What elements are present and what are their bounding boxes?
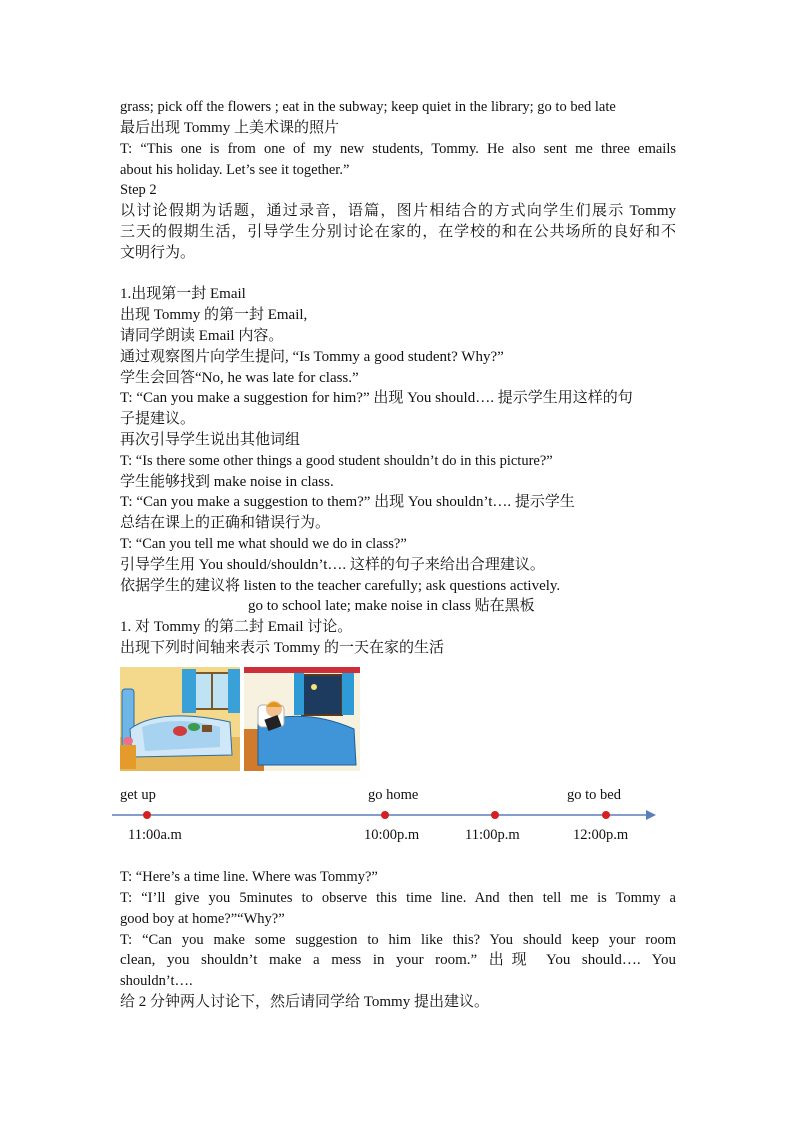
timeline-dot [602, 811, 610, 819]
boy-reading-in-bed-illustration [244, 667, 360, 771]
timeline-dot [381, 811, 389, 819]
text-line: 总结在课上的正确和错误行为。 [120, 515, 331, 531]
timeline-event-label: go home [368, 787, 419, 803]
illustration-row [120, 667, 360, 773]
text-line: T: “Can you make some suggestion to him like this? You should keep your room [120, 932, 676, 948]
timeline-time-label: 11:00a.m [128, 827, 182, 843]
timeline-dot [491, 811, 499, 819]
text-line: 文明行为。 [120, 245, 196, 261]
text-line: 给 2 分钟两人讨论下，然后请同学给 Tommy 提出建议。 [120, 994, 489, 1010]
timeline-time-label: 12:00p.m [573, 827, 629, 843]
text-line: T: “This one is from one of my new students, Tommy. He also sent me three emails [120, 141, 676, 157]
timeline-time-label: 11:00p.m [465, 827, 520, 843]
timeline-event-label: get up [120, 787, 156, 803]
text-line: about his holiday. Let’s see it together.” [120, 162, 350, 178]
timeline [110, 785, 670, 845]
timeline-dot [143, 811, 151, 819]
text-line: 通过观察图片向学生提问, “Is Tommy a good student? Why?” [120, 349, 504, 365]
text-line: 引导学生用 You should/shouldn’t…. 这样的句子来给出合理建议。 [120, 557, 545, 573]
text-line: 三天的假期生活，引导学生分别讨论在家的，在学校的和在公共场所的良好和不 [120, 224, 676, 240]
text-line: T: “I’ll give you 5minutes to observe this time line. And then tell me is Tommy a [120, 890, 676, 906]
text-line: 依据学生的建议将 listen to the teacher carefully; ask questions actively. [120, 578, 561, 594]
text-line: grass; pick off the flowers ; eat in the subway; keep quiet in the library; go to bed late [120, 99, 616, 115]
text-line: 子提建议。 [120, 411, 196, 427]
text-line: 以讨论假期为话题，通过录音，语篇，图片相结合的方式向学生们展示 Tommy [120, 203, 676, 219]
text-line: T: “Can you make a suggestion for him?” 出现 You should…. 提示学生用这样的句 [120, 390, 633, 406]
timeline-event-label: go to bed [567, 787, 621, 803]
text-line: good boy at home?”“Why?” [120, 911, 285, 927]
text-line: 最后出现 Tommy 上美术课的照片 [120, 120, 339, 136]
text-line: 出现下列时间轴来表示 Tommy 的一天在家的生活 [120, 640, 444, 656]
text-line: 再次引导学生说出其他词组 [120, 432, 301, 448]
text-line: clean, you shouldn’t make a mess in your room.” 出现 You should…. You [120, 952, 676, 968]
text-line: shouldn’t…. [120, 973, 193, 989]
text-line: 出现 Tommy 的第一封 Email, [120, 307, 308, 323]
text-line: T: “Here’s a time line. Where was Tommy?” [120, 869, 378, 885]
step-heading: Step 2 [120, 182, 157, 198]
text-line: 1. 对 Tommy 的第二封 Email 讨论。 [120, 619, 353, 635]
section-heading: 1.出现第一封 Email [120, 286, 246, 302]
messy-bedroom-illustration [120, 667, 240, 771]
text-line: T: “Is there some other things a good student shouldn’t do in this picture?” [120, 453, 553, 469]
text-line: go to school late; make noise in class 贴在黑板 [248, 598, 535, 614]
text-line: T: “Can you make a suggestion to them?” 出现 You shouldn’t…. 提示学生 [120, 494, 575, 510]
timeline-time-label: 10:00p.m [364, 827, 420, 843]
text-line: 请同学朗读 Email 内容。 [120, 328, 284, 344]
text-line: T: “Can you tell me what should we do in class?” [120, 536, 407, 552]
text-line: 学生能够找到 make noise in class. [120, 474, 334, 490]
text-line: 学生会回答“No, he was late for class.” [120, 370, 359, 386]
